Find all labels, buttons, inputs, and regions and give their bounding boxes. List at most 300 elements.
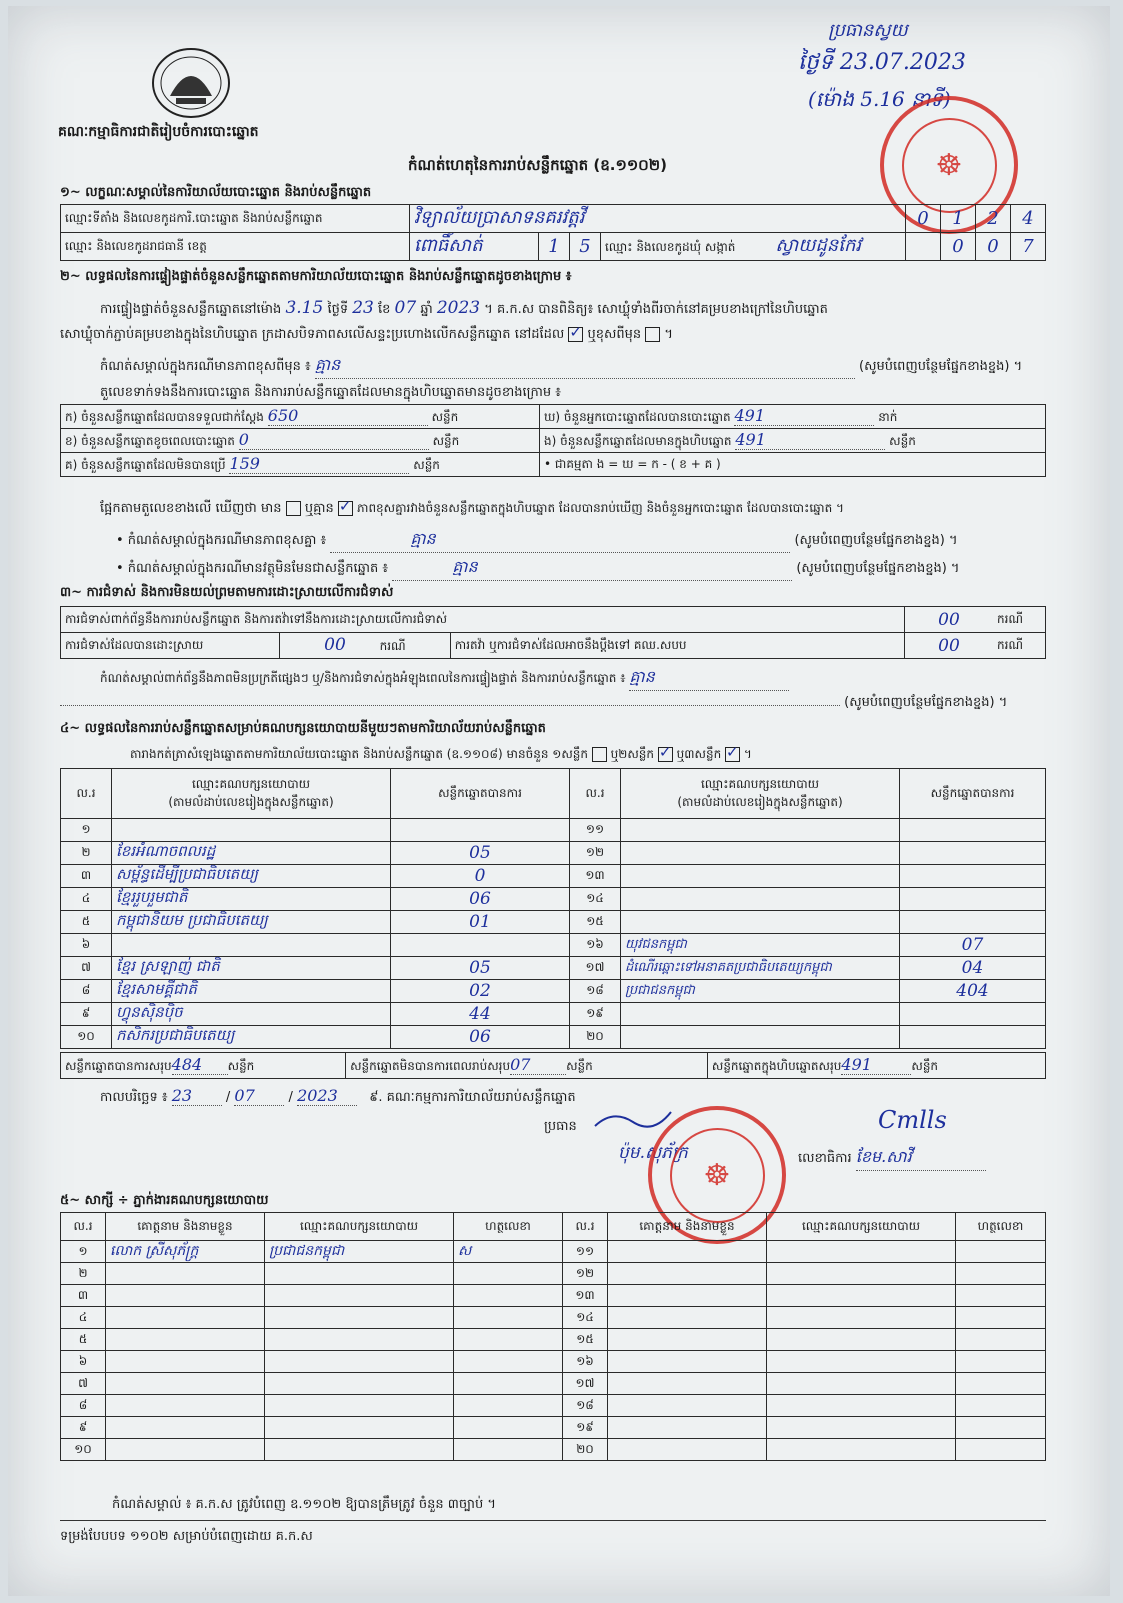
witness-party — [265, 1351, 454, 1373]
station-code-digit: 0 — [906, 205, 941, 233]
three-sheet-checkbox[interactable] — [725, 747, 740, 762]
witness-signature: ស — [454, 1241, 563, 1263]
date-month: 07 — [234, 1086, 284, 1106]
verify-text: ។ — [664, 327, 673, 342]
witness-signature — [956, 1263, 1046, 1285]
resolved-label: ការជំទាស់ដែលបានដោះស្រាយ — [61, 633, 280, 659]
chair-name: ប៉ុម.សុភ័ក្រ — [618, 1143, 688, 1163]
witness-signature — [454, 1417, 563, 1439]
witness-signature — [956, 1395, 1046, 1417]
verify-text: សោឃ្លុំចាក់ភ្ជាប់គម្របខាងក្នុងនៃហិបឆ្នោត ក្រដាសបិទភាពសលើសន្ទះប្រហោងលើកសន្លឹកឆ្នោត នៅដដែល — [60, 327, 565, 342]
total-invalid — [346, 1053, 708, 1079]
unit: សន្លឹក — [432, 434, 460, 448]
station-code-digit: 4 — [1011, 205, 1046, 233]
difference-line — [100, 500, 844, 519]
no-difference-checkbox[interactable] — [338, 501, 353, 516]
bullet-difference — [116, 528, 958, 553]
province-code-digit: 5 — [570, 233, 601, 261]
date-year: 2023 — [297, 1086, 357, 1106]
province-name-value: ពោធិ៍សាត់ — [410, 233, 539, 261]
row-number: ១៣ — [570, 865, 621, 888]
verify-time: 3.15 — [285, 298, 324, 318]
party-name: កម្ពុជានិយម ប្រជាធិបតេយ្យ — [112, 911, 391, 934]
unit: នាក់ — [878, 410, 898, 424]
vote-count: 06 — [391, 888, 570, 911]
result-row — [61, 934, 1046, 957]
witness-name — [608, 1329, 767, 1351]
handwritten-received-3: (ម៉ោង 5.16 នាទី) — [808, 87, 951, 111]
verify-line-2 — [60, 326, 673, 345]
row-number: ១០ — [61, 1439, 106, 1461]
result-row — [61, 957, 1046, 980]
tally-text: ឬ២សន្លឹក — [610, 747, 655, 761]
total-invalid-value: 07 — [510, 1055, 566, 1075]
result-row — [61, 888, 1046, 911]
party-name — [621, 842, 900, 865]
witness-signature — [956, 1439, 1046, 1461]
figures-table — [60, 404, 1046, 477]
witness-name: លោក ស្រីសុភ័ក្ត្រ — [106, 1241, 265, 1263]
official-seal-committee: ☸ — [648, 1106, 786, 1244]
secretary-line — [798, 1146, 986, 1171]
party-name: ហ្វុនស៊ិនប៉ិច — [112, 1003, 391, 1026]
vote-count: 0 — [391, 865, 570, 888]
party-name: ខ្មែរសាមគ្គីជាតិ — [112, 980, 391, 1003]
results-table — [60, 768, 1046, 1049]
complaints-label: ការជំទាស់ពាក់ព័ន្ធនឹងការរាប់សន្លឹកឆ្នោត និងការតវ៉ាទៅនឹងការដោះស្រាយលើការជំទាស់ — [61, 607, 905, 633]
figure-ngo — [540, 429, 1046, 453]
col-party — [112, 769, 391, 819]
witness-row — [61, 1417, 1046, 1439]
witness-row — [61, 1285, 1046, 1307]
bullet-foreign-objects — [116, 556, 959, 581]
province-label: ឈ្មោះ និងលេខកូដរាជធានី ខេត្ត — [61, 233, 410, 261]
vote-count: 01 — [391, 911, 570, 934]
witness-party — [767, 1263, 956, 1285]
vote-count — [900, 888, 1046, 911]
result-row — [61, 842, 1046, 865]
row-number: ៧ — [61, 1373, 106, 1395]
tally-sheet-line — [130, 746, 752, 764]
verify-text: ការផ្ទៀងផ្ទាត់ចំនួនសន្លឹកឆ្នោតនៅម៉ោង — [100, 302, 282, 317]
witness-name — [106, 1307, 265, 1329]
verify-text: ថ្ងៃទី — [327, 302, 349, 317]
witness-party — [767, 1285, 956, 1307]
witness-name — [106, 1329, 265, 1351]
section1-title: ១~ លក្ខណៈសម្គាល់នៃការិយាល័យបោះឆ្នោត និងរាប់សន្លឹកឆ្នោត — [60, 185, 372, 200]
bullet-value: គ្មាន — [410, 529, 436, 548]
witness-row — [61, 1241, 1046, 1263]
row-number: ១១ — [570, 819, 621, 842]
footer-divider — [60, 1520, 1046, 1521]
witness-row — [61, 1373, 1046, 1395]
col-no: ល.រ — [563, 1213, 608, 1241]
total-label: សន្លឹកឆ្នោតបានការសរុប — [65, 1059, 172, 1073]
results-totals — [60, 1052, 1046, 1079]
row-number: ១៩ — [570, 1003, 621, 1026]
row-number: ៧ — [61, 957, 112, 980]
form-id: ទម្រង់បែបបទ ១១០២ សម្រាប់បំពេញដោយ គ.ក.ស — [60, 1529, 313, 1544]
party-name: ប្រជាជនកម្ពុជា — [621, 980, 900, 1003]
result-row — [61, 865, 1046, 888]
witness-signature — [454, 1329, 563, 1351]
complaints-table — [60, 606, 1046, 659]
row-number: ១៩ — [563, 1417, 608, 1439]
witness-name — [106, 1439, 265, 1461]
unit: សន្លឹក — [431, 410, 459, 424]
col-party-title: ឈ្មោះគណបក្សនយោបាយ — [191, 776, 311, 791]
same-checkbox[interactable] — [568, 327, 583, 342]
station-table — [60, 204, 1046, 261]
section3-title: ៣~ ការជំទាស់ និងការមិនយល់ព្រមតាមការដោះស្រាយលើការជំទាស់ — [60, 585, 394, 600]
witness-party — [265, 1263, 454, 1285]
witness-name — [106, 1373, 265, 1395]
verify-line-1 — [100, 298, 828, 320]
figure-ko — [61, 453, 540, 477]
handwritten-received-2: ថ្ងៃទី 23.07.2023 — [798, 50, 966, 75]
province-code-digit: 1 — [539, 233, 570, 261]
vote-count: 44 — [391, 1003, 570, 1026]
row-number: ១០ — [61, 1026, 112, 1049]
different-checkbox[interactable] — [645, 327, 660, 342]
bullet-value: គ្មាន — [452, 557, 478, 576]
witness-name — [106, 1395, 265, 1417]
fill-hint: (សូមបំពេញបន្ថែមផ្នែកខាងខ្នង) ។ — [844, 695, 1008, 710]
row-number: ១៨ — [563, 1395, 608, 1417]
witness-name — [608, 1439, 767, 1461]
figure-label: ង) ចំនួនសន្លឹកឆ្នោតដែលមានក្នុងហិបឆ្នោត — [544, 434, 732, 448]
appeal-label: ការតវ៉ា ឬការជំទាស់ដែលអាចនឹងប្តឹងទៅ គឈ.សបប — [450, 633, 904, 659]
note-label: កំណត់សម្គាល់ក្នុងករណីមានភាពខុសពីមុន ៖ — [100, 359, 311, 374]
vote-count: 06 — [391, 1026, 570, 1049]
witness-signature — [454, 1351, 563, 1373]
witness-signature — [956, 1329, 1046, 1351]
org-name: គណៈកម្មាធិការជាតិរៀបចំការបោះឆ្នោត — [58, 124, 259, 140]
party-name: ខ្មែររួបរួមជាតិ — [112, 888, 391, 911]
vote-count: 04 — [900, 957, 1046, 980]
col-sign: ហត្ថលេខា — [454, 1213, 563, 1241]
has-difference-checkbox[interactable] — [286, 501, 301, 516]
witness-row — [61, 1307, 1046, 1329]
station-name-value: វិទ្យាល័យប្រាសាទនគរវត្តវី — [410, 205, 906, 233]
party-name — [621, 1003, 900, 1026]
commune-code-digit: 0 — [941, 233, 976, 261]
witness-name — [608, 1395, 767, 1417]
form-title: កំណត់ហេតុនៃការរាប់សន្លឹកឆ្នោត (ឧ.១១០២) — [408, 156, 668, 174]
vote-count: 07 — [900, 934, 1046, 957]
party-name: ខែរអំណាចពលរដ្ឋ — [112, 842, 391, 865]
witness-signature — [454, 1439, 563, 1461]
witness-signature — [454, 1263, 563, 1285]
witness-signature — [956, 1285, 1046, 1307]
witness-signature — [454, 1285, 563, 1307]
case-unit: ករណី — [993, 607, 1046, 633]
party-name — [621, 888, 900, 911]
unit: សន្លឹក — [227, 1059, 255, 1073]
commune-code-digit: 7 — [1011, 233, 1046, 261]
station-code-digit: 2 — [976, 205, 1011, 233]
col-party: ឈ្មោះគណបក្សនយោបាយ — [265, 1213, 454, 1241]
fill-hint: (សូមបំពេញបន្ថែមផ្នែកខាងខ្នង) ។ — [794, 533, 958, 548]
col-party-sub: (តាមលំដាប់លេខរៀងក្នុងសន្លឹកឆ្នោត) — [677, 794, 843, 809]
witness-party — [767, 1395, 956, 1417]
verify-day: 23 — [352, 298, 374, 318]
case-unit: ករណី — [379, 639, 406, 653]
witness-party — [767, 1373, 956, 1395]
row-number: ២០ — [570, 1026, 621, 1049]
witness-signature — [956, 1241, 1046, 1263]
witness-signature — [956, 1373, 1046, 1395]
row-number: ២ — [61, 842, 112, 865]
party-name — [621, 865, 900, 888]
difference-note-line — [100, 354, 1022, 379]
row-number: ៦ — [61, 1351, 106, 1373]
witness-signature — [956, 1351, 1046, 1373]
row-number: ៣ — [61, 1285, 106, 1307]
vote-count — [900, 819, 1046, 842]
total-box-value: 491 — [841, 1055, 911, 1075]
witness-party — [767, 1439, 956, 1461]
chair-label: ប្រធាន — [544, 1119, 577, 1134]
irregularity-line-2 — [60, 694, 1007, 713]
row-number: ១១ — [563, 1241, 608, 1263]
result-row — [61, 980, 1046, 1003]
date-day: 23 — [172, 1086, 222, 1106]
footer-note: កំណត់សម្គាល់ ៖ គ.ក.ស ត្រូវបំពេញ ឧ.១១០២ ឱ្យបានត្រឹមត្រូវ ចំនួន ៣ច្បាប់ ។ — [112, 1497, 496, 1512]
row-number: ១៨ — [570, 980, 621, 1003]
row-number: ៩ — [61, 1417, 106, 1439]
row-number: ១ — [61, 1241, 106, 1263]
figure-ka — [61, 405, 540, 429]
row-number: ២ — [61, 1263, 106, 1285]
witness-name — [106, 1417, 265, 1439]
form-sheet — [8, 6, 1110, 1596]
figure-kha — [61, 429, 540, 453]
vote-count — [900, 1026, 1046, 1049]
col-name: គោត្តនាម និងនាមខ្លួន — [106, 1213, 265, 1241]
col-sign: ហត្ថលេខា — [956, 1213, 1046, 1241]
complaints-value: 00 — [905, 607, 994, 633]
resolved-value — [280, 633, 451, 659]
result-row — [61, 819, 1046, 842]
witness-signature — [454, 1307, 563, 1329]
section2-title: ២~ លទ្ធផលនៃការផ្ទៀងផ្ទាត់ចំនួនសន្លឹកឆ្នោតតាមការិយាល័យបោះឆ្នោត និងរាប់សន្លឹកឆ្នោតដូចខាងក្រោម ៖ — [60, 269, 572, 284]
verify-year: 2023 — [436, 298, 481, 318]
party-name: សម្ព័ន្ធដើម្បីប្រជាធិបតេយ្យ — [112, 865, 391, 888]
witness-signature — [956, 1307, 1046, 1329]
figure-kho — [540, 405, 1046, 429]
party-name: យុវជនកម្ពុជា — [621, 934, 900, 957]
total-valid — [61, 1053, 346, 1079]
party-name — [621, 1026, 900, 1049]
secretary-name: ខែម.សាវី — [856, 1146, 986, 1171]
row-number: ១៦ — [570, 934, 621, 957]
unit: សន្លឹក — [566, 1059, 593, 1073]
witness-row — [61, 1329, 1046, 1351]
witness-row — [61, 1439, 1046, 1461]
witness-party — [265, 1373, 454, 1395]
diff-text: ភាពខុសគ្នារវាងចំនួនសន្លឹកឆ្នោតក្នុងហិបឆ្នោត ដែលបានរាប់ឃើញ និងចំនួនអ្នកបោះឆ្នោត ដែលបានបោះឆ្នោត ។ — [357, 501, 844, 515]
section5-title: ៥~ សាក្សី ÷ ភ្នាក់ងារគណបក្សនយោបាយ — [60, 1193, 269, 1208]
row-number: ២០ — [563, 1439, 608, 1461]
verify-text: ។ គ.ក.ស បានពិនិត្យ៖ សោឃ្លុំទាំងពីរចាក់នៅគម្របខាងក្រៅនៃហិបឆ្នោត — [484, 302, 828, 317]
verify-text: ឆ្នាំ — [420, 302, 433, 317]
col-name: គោត្តនាម និងនាមខ្លួន — [608, 1213, 767, 1241]
row-number: ១៧ — [570, 957, 621, 980]
witness-party — [265, 1417, 454, 1439]
commune-name-value: ស្វាយដូនកែវ — [775, 235, 862, 256]
verify-month: 07 — [394, 298, 417, 318]
station-label: ឈ្មោះទីតាំង និងលេខកូដការិ.បោះឆ្នោត និងរាប់សន្លឹកឆ្នោត — [61, 205, 410, 233]
fill-hint: (សូមបំពេញបន្ថែមផ្នែកខាងខ្នង) ។ — [796, 561, 960, 576]
party-name — [112, 819, 391, 842]
row-number: ១២ — [570, 842, 621, 865]
row-number: ១៤ — [563, 1307, 608, 1329]
witness-name — [106, 1263, 265, 1285]
col-party: ឈ្មោះគណបក្សនយោបាយ — [767, 1213, 956, 1241]
col-party-title: ឈ្មោះគណបក្សនយោបាយ — [700, 776, 820, 791]
secretary-signature: Cmlls — [878, 1106, 947, 1134]
col-party — [621, 769, 900, 819]
diff-text: ផ្អែកតាមតួលេខខាងលើ ឃើញថា មាន — [100, 501, 282, 516]
witness-name — [608, 1285, 767, 1307]
vote-count — [900, 865, 1046, 888]
row-number: ៨ — [61, 980, 112, 1003]
witness-row — [61, 1351, 1046, 1373]
row-number: ១២ — [563, 1263, 608, 1285]
vote-count: 02 — [391, 980, 570, 1003]
irregularity-label: កំណត់សម្គាល់ពាក់ព័ន្ធនឹងភាពមិនប្រក្រតីផ្សេងៗ ឬ/និងការជំទាស់ក្នុងអំឡុងពេលនៃការផ្ទៀងផ្ទាត់ និងការរាប់សន្លឹកឆ្នោត ៖ — [100, 671, 626, 685]
row-number: ១៥ — [570, 911, 621, 934]
vote-count — [391, 934, 570, 957]
tally-text: ។ — [743, 747, 752, 761]
party-name — [621, 819, 900, 842]
figure-value: 0 — [239, 430, 429, 450]
row-number: ៨ — [61, 1395, 106, 1417]
witness-party — [767, 1329, 956, 1351]
witness-party — [767, 1307, 956, 1329]
irregularity-note — [100, 666, 789, 691]
row-number: ៥ — [61, 911, 112, 934]
row-number: ៩ — [61, 1003, 112, 1026]
commune-code-digit: 0 — [976, 233, 1011, 261]
witness-party — [767, 1351, 956, 1373]
row-number: ៤ — [61, 1307, 106, 1329]
witness-party — [265, 1285, 454, 1307]
vote-count — [391, 819, 570, 842]
row-number: ៥ — [61, 1329, 106, 1351]
figures-intro: តួលេខទាក់ទងនឹងការបោះឆ្នោត និងការរាប់សន្លឹកឆ្នោតដែលមានក្នុងហិបឆ្នោតមានដូចខាងក្រោម ៖ — [100, 385, 561, 400]
result-row — [61, 911, 1046, 934]
witness-table — [60, 1212, 1046, 1461]
two-sheet-checkbox[interactable] — [658, 747, 673, 762]
col-party-sub: (តាមលំដាប់លេខរៀងក្នុងសន្លឹកឆ្នោត) — [168, 794, 334, 809]
nec-emblem-icon — [150, 46, 232, 120]
witness-name — [106, 1351, 265, 1373]
witness-name — [608, 1373, 767, 1395]
row-number: ៣ — [61, 865, 112, 888]
witness-party — [265, 1395, 454, 1417]
bullet-label: • កំណត់សម្គាល់ក្នុងករណីមានភាពខុសគ្នា ៖ — [116, 533, 327, 548]
bullet-field[interactable] — [392, 556, 792, 581]
total-valid-value: 484 — [172, 1055, 228, 1075]
row-number: ១ — [61, 819, 112, 842]
total-box — [707, 1053, 1045, 1079]
vote-count — [900, 1003, 1046, 1026]
party-name: ខ្មែរ ស្រឡាញ់ ជាតិ — [112, 957, 391, 980]
figure-value: 491 — [735, 430, 885, 450]
station-code-digit: 1 — [941, 205, 976, 233]
witness-party — [265, 1439, 454, 1461]
col-no: ល.រ — [61, 769, 112, 819]
figure-value: 159 — [229, 454, 409, 474]
tally-text: តារាងកត់ត្រាសំឡេងឆ្នោតតាមការិយាល័យបោះឆ្នោត និងរាប់សន្លឹកឆ្នោត (ឧ.១១០៨) មានចំនួន ១សន្លឹក — [130, 747, 588, 761]
irregularity-field[interactable] — [629, 666, 789, 691]
col-no: ល.រ — [570, 769, 621, 819]
committee-label: ៩. គណៈកម្មការការិយាល័យរាប់សន្លឹកឆ្នោត — [369, 1090, 576, 1105]
bullet-label: • កំណត់សម្គាល់ក្នុងករណីមានវត្ថុមិនមែនជាសន្លឹកឆ្នោត ៖ — [116, 561, 389, 576]
col-no: ល.រ — [61, 1213, 106, 1241]
witness-name — [608, 1417, 767, 1439]
witness-party — [265, 1307, 454, 1329]
note-value: គ្មាន — [314, 355, 341, 374]
witness-name — [106, 1285, 265, 1307]
blank-cell — [906, 233, 941, 261]
witness-row — [61, 1395, 1046, 1417]
date-label: កាលបរិច្ឆេទ ៖ — [100, 1090, 168, 1105]
secretary-label: លេខាធិការ — [798, 1151, 852, 1166]
official-seal-top: ☸ — [880, 96, 1018, 234]
section4-title: ៤~ លទ្ធផលនៃការរាប់សន្លឹកឆ្នោតសម្រាប់គណបក្សនយោបាយនីមួយៗតាមការិយាល័យរាប់សន្លឹកឆ្នោត — [60, 721, 546, 736]
party-name — [621, 911, 900, 934]
irregularity-field-2[interactable] — [60, 705, 840, 706]
row-number: ១៦ — [563, 1351, 608, 1373]
witness-signature — [956, 1417, 1046, 1439]
diff-text: ឬគ្មាន — [304, 501, 334, 516]
one-sheet-checkbox[interactable] — [592, 747, 607, 762]
vote-count: 05 — [391, 957, 570, 980]
witness-party — [265, 1329, 454, 1351]
case-unit: ករណី — [993, 633, 1046, 659]
unit: សន្លឹក — [911, 1059, 939, 1073]
figure-label: គ) ចំនួនសន្លឹកឆ្នោតដែលមិនបានប្រើ — [65, 458, 226, 472]
irregularity-value: គ្មាន — [629, 667, 655, 686]
resolved-number: 00 — [324, 635, 346, 655]
bullet-field[interactable] — [330, 528, 790, 553]
commune-cell — [601, 233, 906, 261]
party-name — [112, 934, 391, 957]
tally-text: ឬ៣សន្លឹក — [676, 747, 722, 761]
figure-value: 650 — [268, 406, 428, 426]
witness-name — [608, 1351, 767, 1373]
verify-text: ឬខុសពីមុន — [587, 327, 642, 342]
appeal-value: 00 — [905, 633, 994, 659]
formula: • ជាគម្មតា ង = ឃ = ក - ( ខ + គ ) — [540, 453, 1046, 477]
witness-party: ប្រជាជនកម្ពុជា — [265, 1241, 454, 1263]
note-field[interactable] — [315, 354, 855, 379]
date-line: កាលបរិច្ឆេទ ៖ 23 / 07 / 2023 ៩. គណៈកម្មការការិយាល័យរាប់សន្លឹកឆ្នោត — [100, 1086, 576, 1105]
row-number: ១៧ — [563, 1373, 608, 1395]
row-number: ១៣ — [563, 1285, 608, 1307]
row-number: ៤ — [61, 888, 112, 911]
witness-signature — [454, 1373, 563, 1395]
witness-name — [608, 1241, 767, 1263]
row-number: ១៥ — [563, 1329, 608, 1351]
witness-party — [767, 1241, 956, 1263]
witness-party — [767, 1417, 956, 1439]
vote-count — [900, 842, 1046, 865]
col-votes: សន្លឹកឆ្នោតបានការ — [391, 769, 570, 819]
